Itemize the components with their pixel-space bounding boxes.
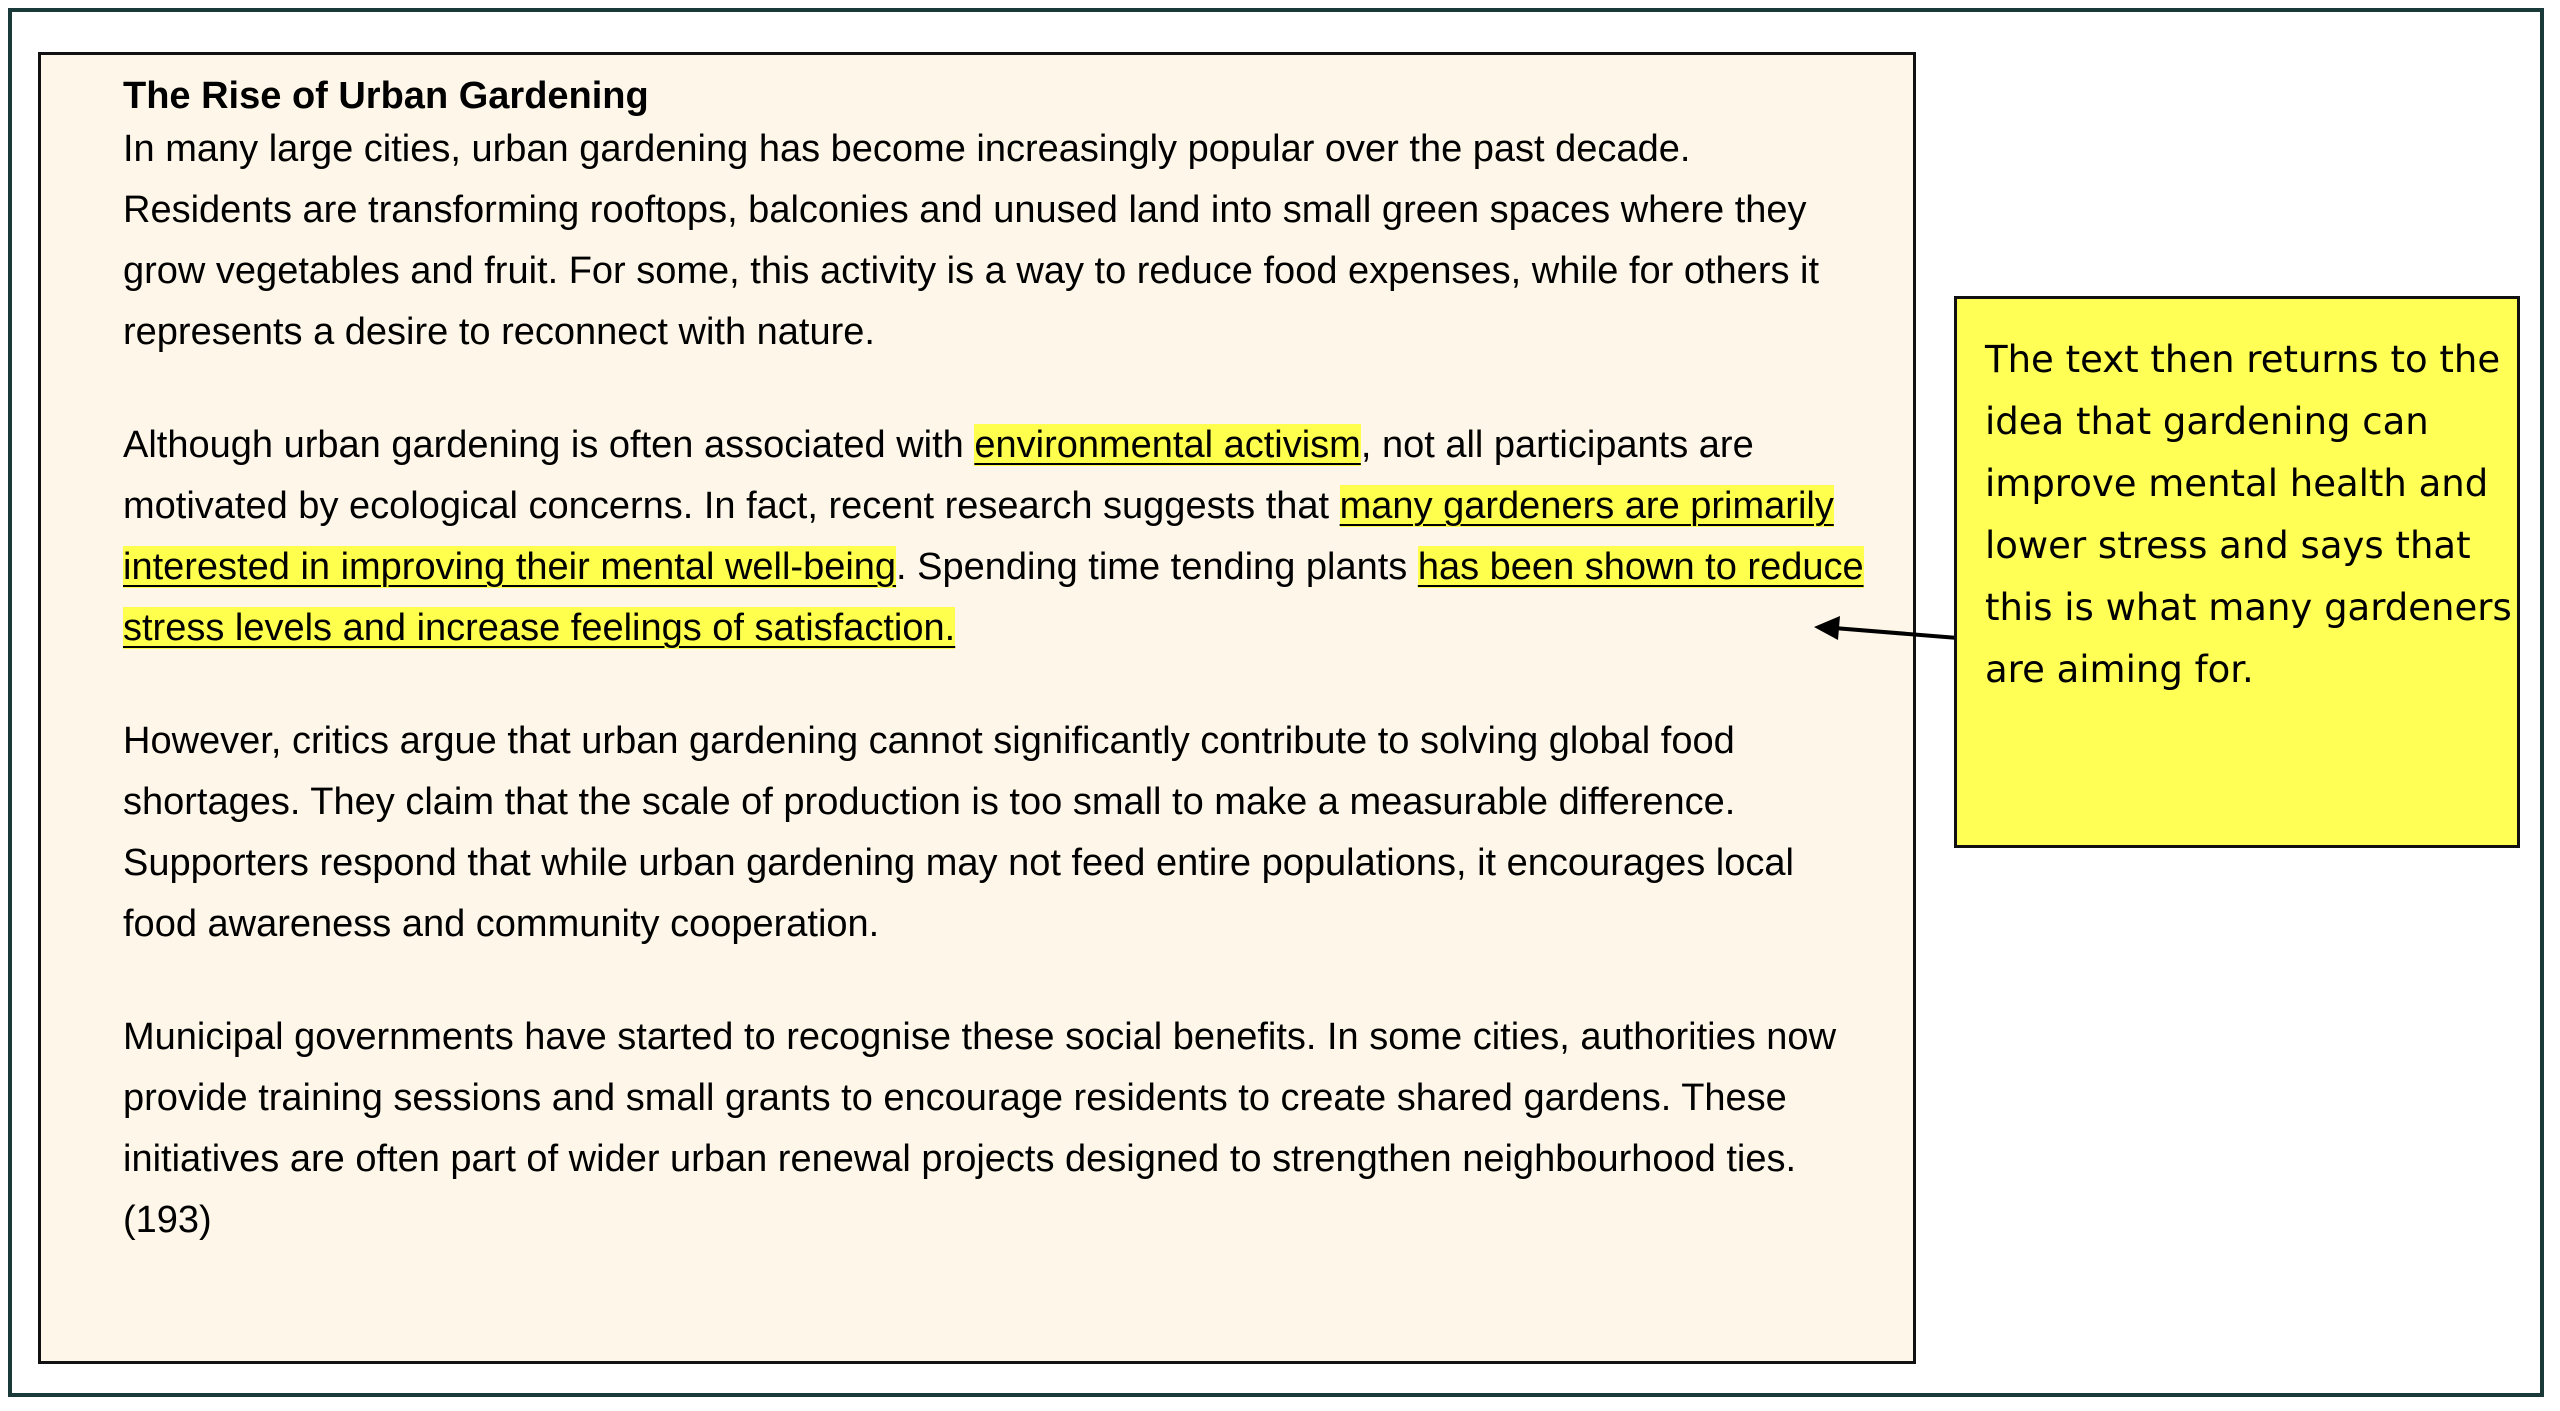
article-title: The Rise of Urban Gardening	[123, 75, 649, 117]
paragraph-3: However, critics argue that urban gardening cannot significantly contribute to solving global food shortages. They claim that the scale of production is too small to make a measurable difference. Supporters respond that while urban gardening may not feed entire populations, it encourages local food awareness and community cooperation.	[123, 720, 1794, 945]
paragraph-2-text-2: , not all participants are motivated by ecological concerns. In fact, recent research suggests that	[123, 424, 1754, 527]
highlight-mental-well-being: many gardeners are primarily interested in improving their mental well-being	[123, 485, 1834, 588]
paragraph-2-text-3: . Spending time tending plants	[896, 546, 1418, 588]
paragraph-2	[123, 415, 1867, 659]
highlight-environmental-activism: environmental activism	[974, 424, 1361, 466]
highlight-reduce-stress: has been shown to reduce stress levels and increase feelings of satisfaction.	[123, 546, 1864, 649]
paragraph-4: Municipal governments have started to recognise these social benefits. In some cities, authorities now provide training sessions and small grants to encourage residents to create shared gardens. These initiatives are often part of wider urban renewal projects designed to strengthen neighbourhood ties. (193)	[123, 1016, 1837, 1241]
paragraph-2-text-1: Although urban gardening is often associated with	[123, 424, 975, 466]
article-box	[38, 52, 1916, 1364]
arrow-icon	[1810, 600, 1960, 660]
annotation-note: The text then returns to the idea that gardening can improve mental health and lower stress and says that this is what many gardeners are aiming for.	[1954, 296, 2520, 848]
paragraph-1: In many large cities, urban gardening has become increasingly popular over the past decade. Residents are transforming rooftops, balconies and unused land into small green spaces where they grow vegetables and fruit. For some, this activity is a way to reduce food expenses, while for others it represents a desire to reconnect with nature.	[123, 128, 1820, 353]
